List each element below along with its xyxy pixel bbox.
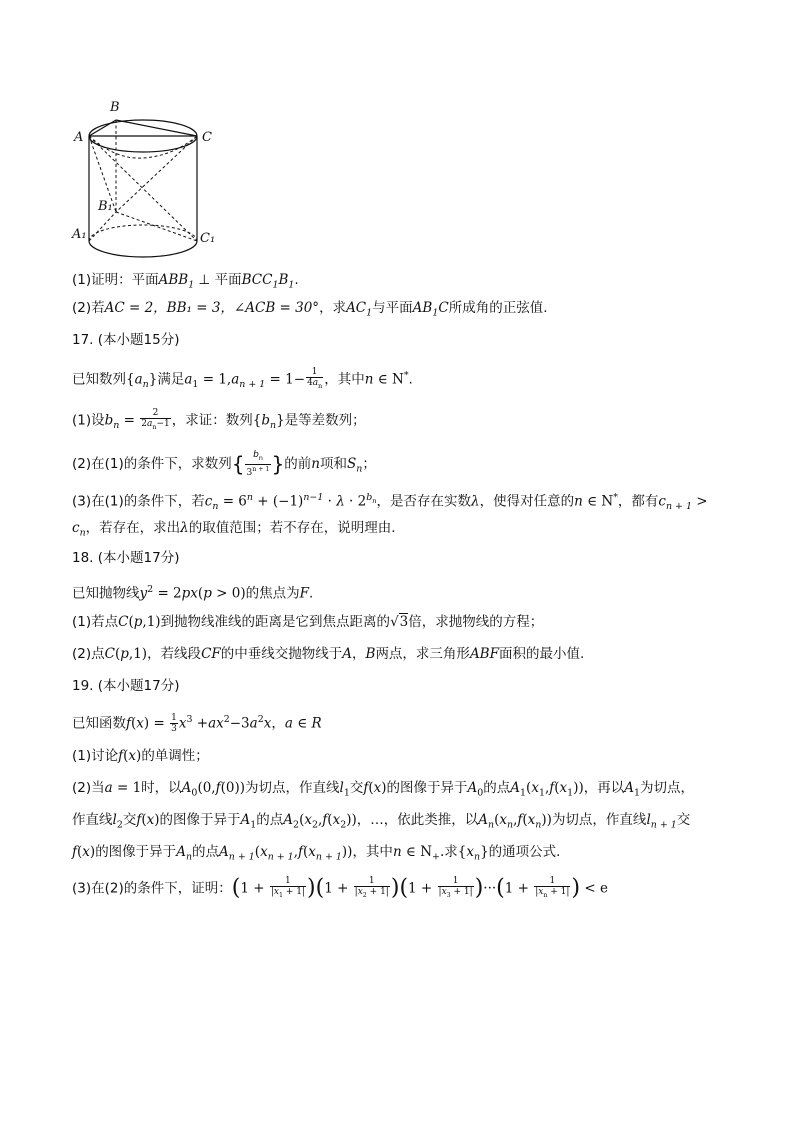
q18-part1: (1)若点C(p,1)到抛物线准线的距离是它到焦点距离的√3倍，求抛物线的方程； (72, 614, 544, 630)
q19-stem: 已知函数f(x) = $\frac{1}{3}$ $x^3 +ax^2-3a^2x$，a ∈ R (72, 713, 322, 734)
q17-stem: 已知数列$\{a_n\}$满足$a_1 = 1,a_{n + 1} = 1-$ $\frac{1}{4a_n}$ ，其中n ∈ N*. (72, 367, 413, 391)
edge-BC (116, 120, 197, 136)
q18-part2: (2)点C(p,1)，若线段CF的中垂线交抛物线于A，B两点，求三角形ABF面积的最小值. (72, 646, 585, 662)
edge-AB (89, 120, 116, 136)
label-C1: C₁ (200, 231, 216, 246)
q16-part1: (1)证明：平面$ABB_1$ ⊥ 平面$BCC_1B_1$. (72, 272, 299, 291)
q19-part2: (2)当a = 1时，以$A_0(0,f(0))$为切点，作直线$l_1$交f(x)的图像于异于$A_0$的点$A_1(x_1,f(x_1))$，再以$A_1$为切点， (72, 780, 694, 799)
label-B1: B₁ (98, 199, 113, 214)
q19-part2-line2: 作直线$l_2$交f(x)的图像于异于$A_1$的点$A_2(x_2,f(x_2))$，…，依此类推，以$A_n(x_n,f(x_n))$为切点，作直线$l_{n + 1}$交 (72, 812, 691, 831)
q17-header: 17. (本小题15分) (72, 332, 180, 348)
label-A: A (74, 130, 84, 145)
q17-part2: (2)在(1)的条件下，求数列{ $\frac{b_n}{3^{n + 1}}$ }的前n项和$S_n$； (72, 450, 376, 478)
q19-header: 19. (本小题17分) (72, 678, 180, 694)
q19-part3: (3)在(2)的条件下，证明：(1 + $\frac{1}{|x_1 + 1|}$ )(1 + $\frac{1}{|x_2 + 1|}$ )(1 + $\frac{1}{|x_3 + 1|}$ )···(1 + $\frac{1}{|x_n + 1|}$ ) < e (72, 875, 608, 901)
bottom-front-arc (89, 241, 197, 257)
label-C: C (202, 130, 212, 145)
label-B: B (110, 100, 120, 115)
label-A1: A₁ (72, 227, 87, 242)
bottom-back-arc (89, 225, 197, 241)
q16-part2: (2)若AC = 2，BB₁ = 3，∠ACB = 30°，求$AC_1$与平面$AB_1C$所成角的正弦值. (72, 300, 548, 319)
cylinder-figure (68, 96, 218, 266)
q18-stem: 已知抛物线$y^2 = 2px(p > 0)$的焦点为F. (72, 584, 314, 602)
q18-header: 18. (本小题17分) (72, 550, 180, 566)
edge-A1B1 (89, 212, 116, 241)
q19-part2-line3: f(x)的图像于异于$A_n$的点$A_{n + 1}(x_{n + 1},f(x_{n + 1}))$，其中n ∈ $N_+$.求$\{x_n\}$的通项公式. (72, 844, 561, 863)
edge-CB1 (116, 136, 197, 212)
q19-part1: (1)讨论f(x)的单调性； (72, 748, 209, 764)
q17-part1: (1)设$b_n$ = $\frac{2}{2a_n-1}$ ，求证：数列$\{b_n\}$是等差数列； (72, 408, 366, 432)
q17-part3: (3)在(1)的条件下，若$c_n = 6^n + (-1)^{n-1} \cdot \lambda \cdot 2^{b_n}$，是否存在实数λ，使得对任意的n ∈ N*，都有$c_{n + 1}$ > (72, 492, 708, 513)
q17-part3-cont: $c_n$，若存在，求出λ的取值范围；若不存在，说明理由. (72, 520, 396, 539)
edge-B1C1 (116, 212, 197, 241)
